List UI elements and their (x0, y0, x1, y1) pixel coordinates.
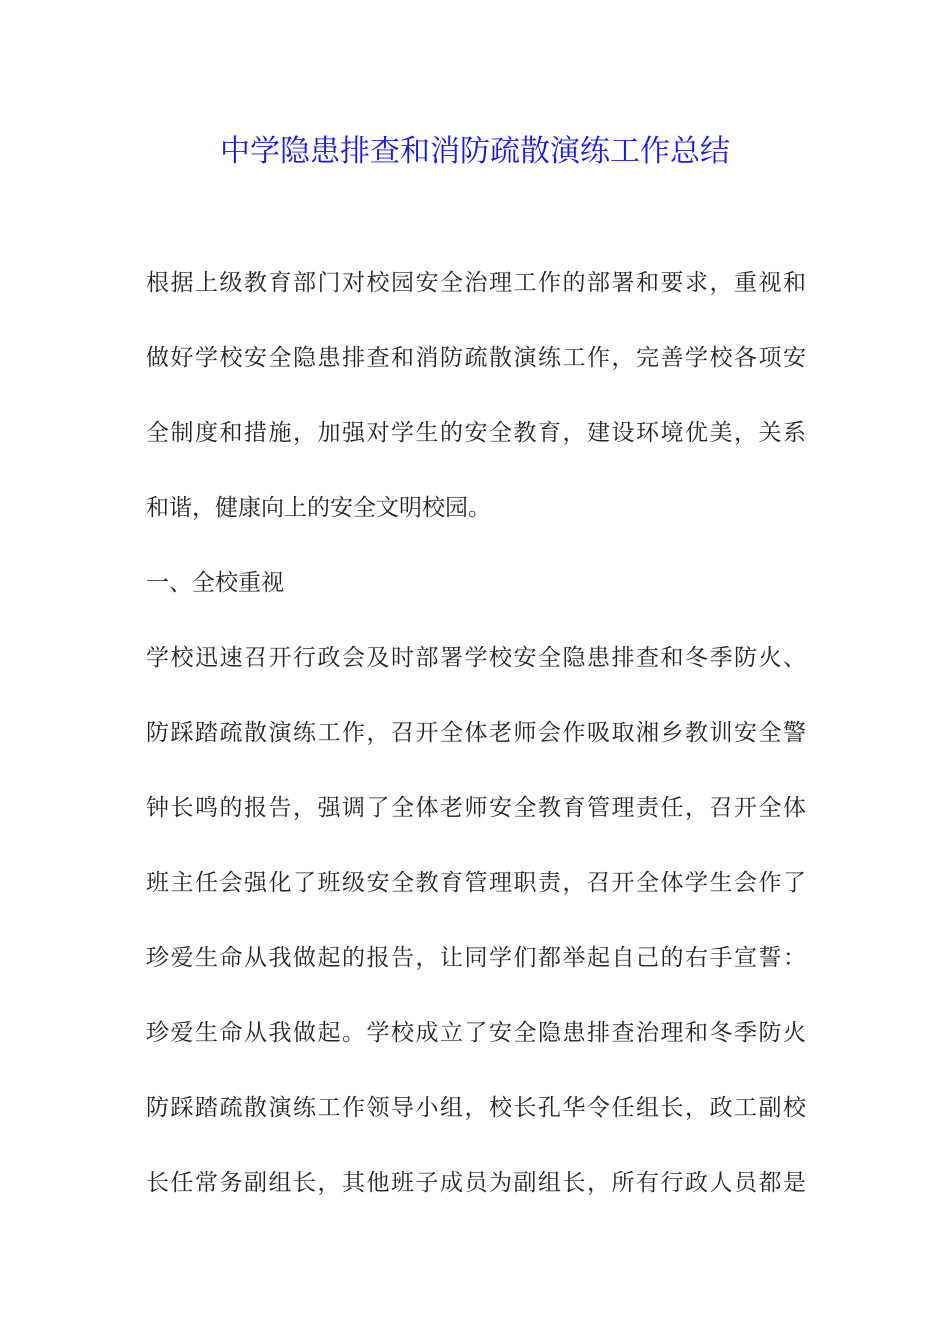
paragraph-line: 长任常务副组长，其他班子成员为副组长，所有行政人员都是 (146, 1170, 806, 1196)
paragraph-line: 珍爱生命从我做起。学校成立了安全隐患排查治理和冬季防火 (146, 1020, 806, 1046)
paragraph-line: 珍爱生命从我做起的报告，让同学们都举起自己的右手宣誓： (146, 945, 806, 971)
paragraph-line: 学校迅速召开行政会及时部署学校安全隐患排查和冬季防火、 (146, 645, 806, 671)
paragraph-line: 做好学校安全隐患排查和消防疏散演练工作，完善学校各项安 (146, 345, 806, 371)
paragraph-line: 全制度和措施，加强对学生的安全教育，建设环境优美，关系 (146, 420, 806, 446)
paragraph-line: 班主任会强化了班级安全教育管理职责，召开全体学生会作了 (146, 870, 806, 896)
paragraph-line: 钟长鸣的报告，强调了全体老师安全教育管理责任，召开全体 (146, 795, 806, 821)
document-title: 中学隐患排查和消防疏散演练工作总结 (220, 134, 730, 169)
paragraph-line: 和谐，健康向上的安全文明校园。 (146, 495, 491, 521)
paragraph-line: 防踩踏疏散演练工作，召开全体老师会作吸取湘乡教训安全警 (146, 720, 806, 746)
paragraph-line: 防踩踏疏散演练工作领导小组，校长孔华令任组长，政工副校 (146, 1095, 806, 1121)
paragraph-line: 根据上级教育部门对校园安全治理工作的部署和要求，重视和 (146, 270, 806, 296)
section-heading: 一、全校重视 (146, 570, 284, 596)
